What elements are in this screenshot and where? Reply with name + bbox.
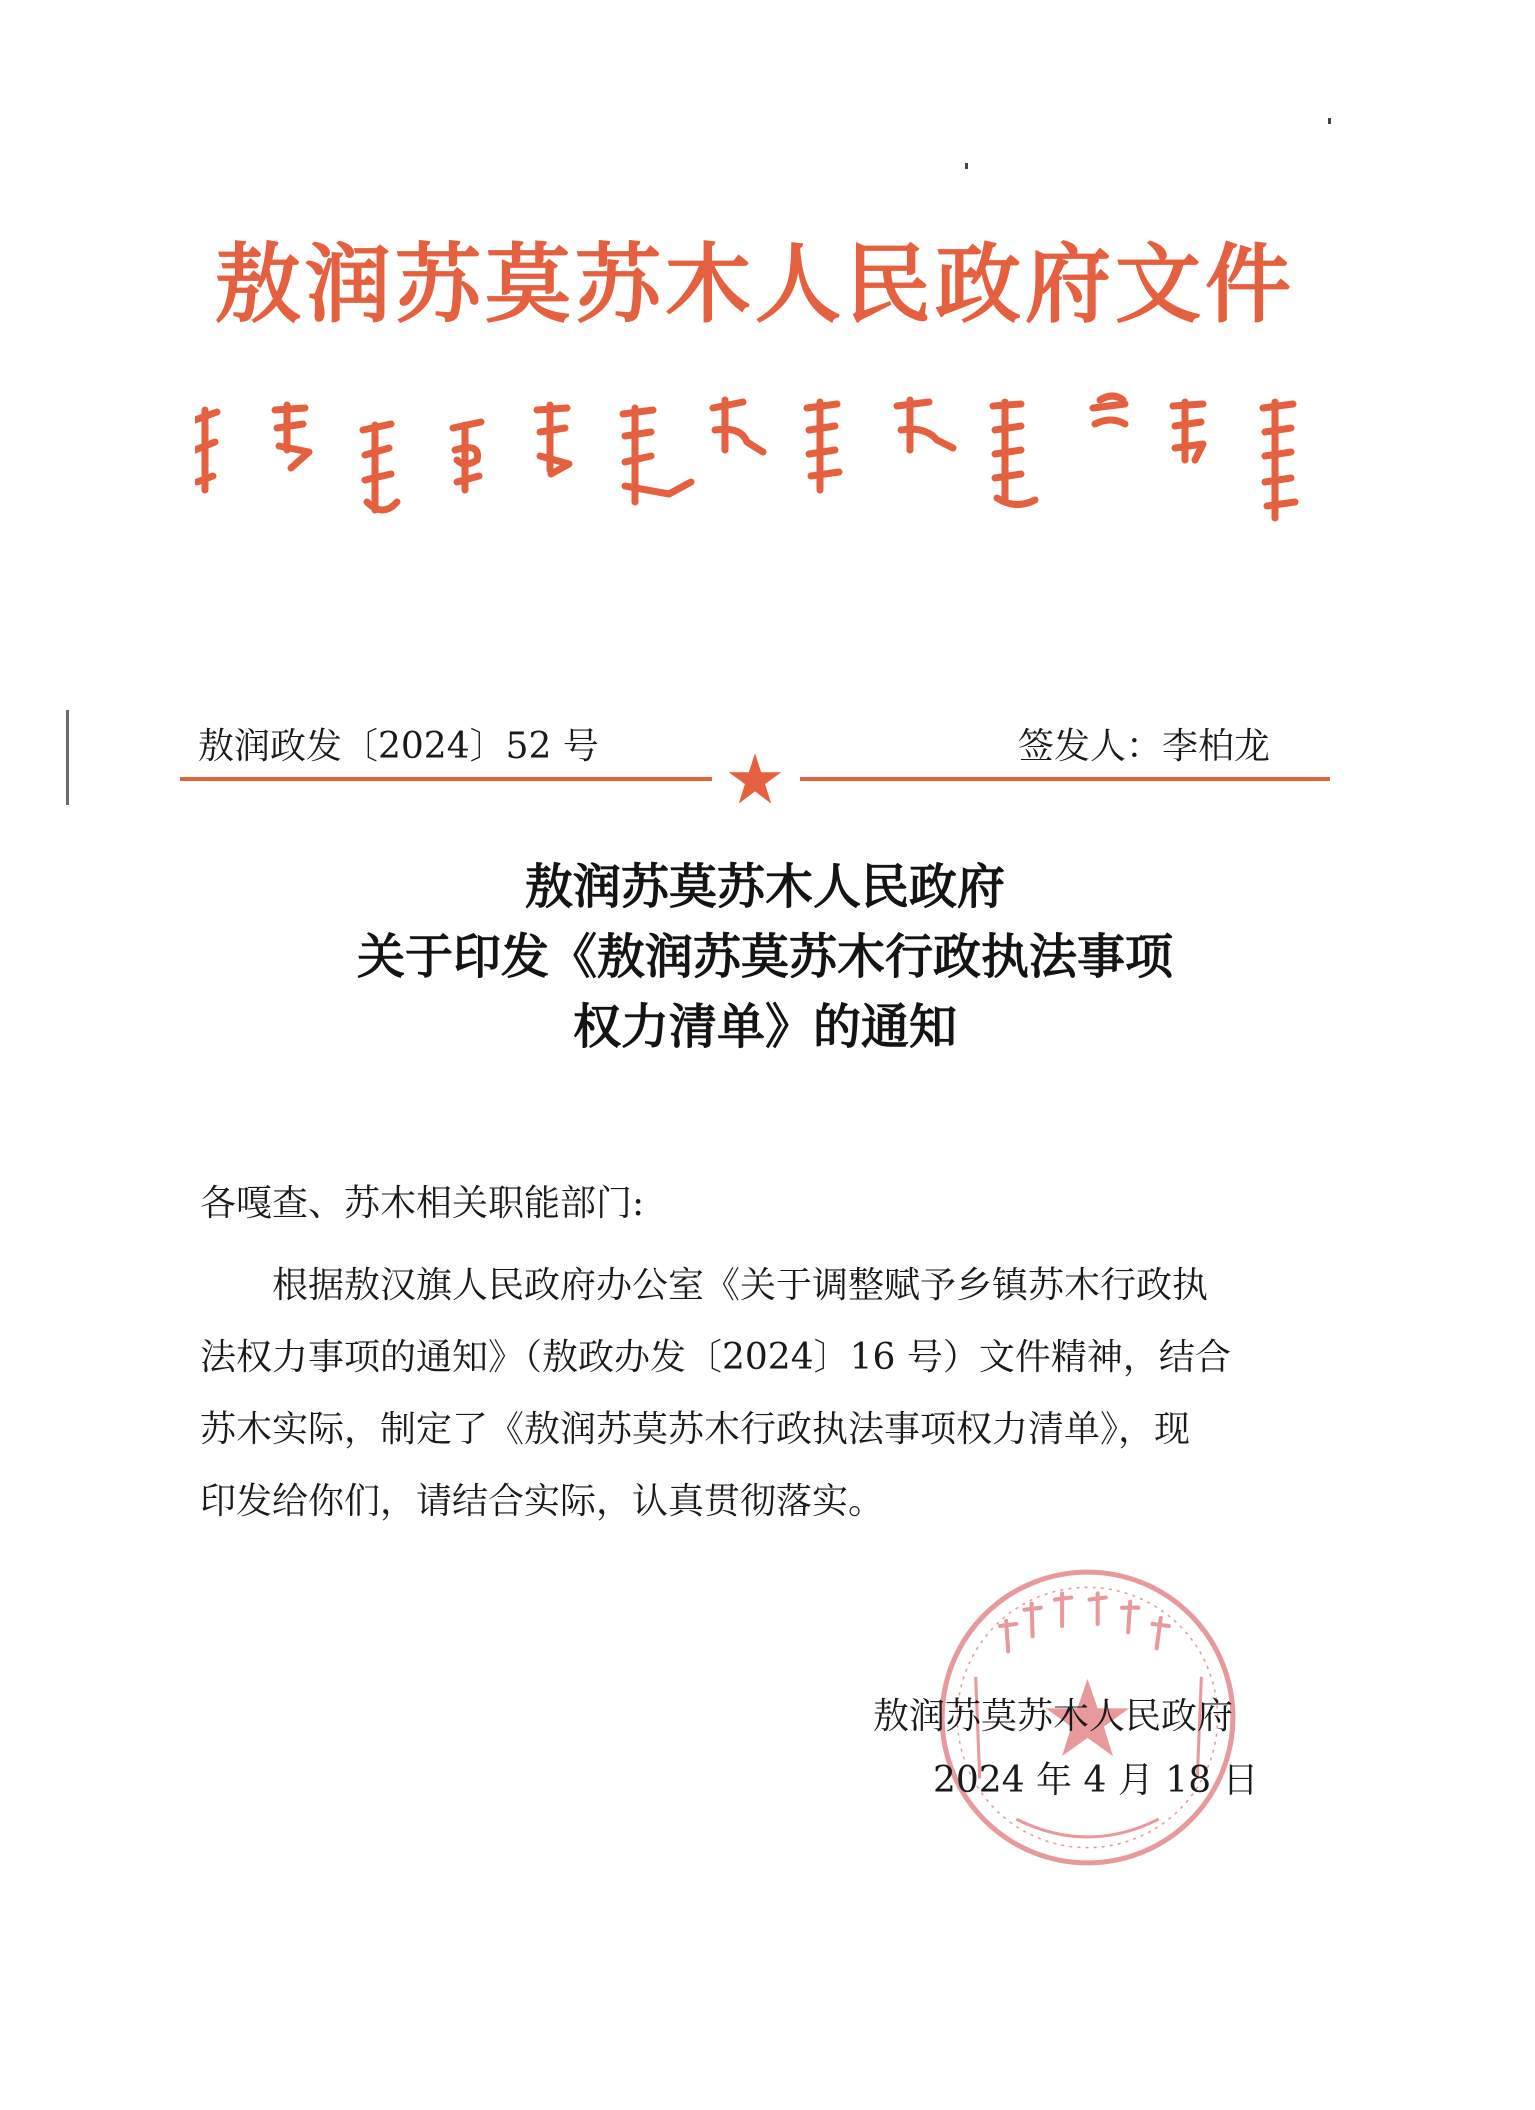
notice-title-line: 权力清单》的通知 xyxy=(572,999,957,1055)
mongolian-script-header xyxy=(195,390,1325,530)
body-line: 法权力事项的通知》（敖政办发〔2024〕16 号）文件精神，结合 xyxy=(200,1337,1231,1378)
signing-date: 2024 年 4 月 18 日 xyxy=(933,1760,1259,1801)
red-divider-left xyxy=(180,777,712,781)
notice-title xyxy=(200,852,1330,1062)
body-paragraph xyxy=(200,1250,1320,1538)
signer-label: 签发人：李柏龙 xyxy=(1018,726,1271,767)
red-divider-right xyxy=(800,777,1330,781)
notice-title-line: 关于印发《敖润苏莫苏木行政执法事项 xyxy=(356,929,1173,985)
document-header-title: 敖润苏莫苏木人民政府文件 xyxy=(215,234,1295,335)
body-line: 根据敖汉旗人民政府办公室《关于调整赋予乡镇苏木行政执 xyxy=(272,1265,1209,1306)
document-number: 敖润政发〔2024〕52 号 xyxy=(198,726,599,767)
red-star-icon xyxy=(727,752,783,806)
scan-speck xyxy=(965,163,968,169)
body-line: 印发给你们，请结合实际，认真贯彻落实。 xyxy=(200,1481,885,1522)
salutation: 各嘎查、苏木相关职能部门: xyxy=(200,1183,645,1224)
signing-organization: 敖润苏莫苏木人民政府 xyxy=(873,1696,1234,1737)
scan-speck xyxy=(1328,118,1331,124)
notice-title-line: 敖润苏莫苏木人民政府 xyxy=(524,859,1005,915)
body-line: 苏木实际，制定了《敖润苏莫苏木行政执法事项权力清单》，现 xyxy=(200,1409,1191,1450)
scan-edge-mark xyxy=(66,710,69,805)
